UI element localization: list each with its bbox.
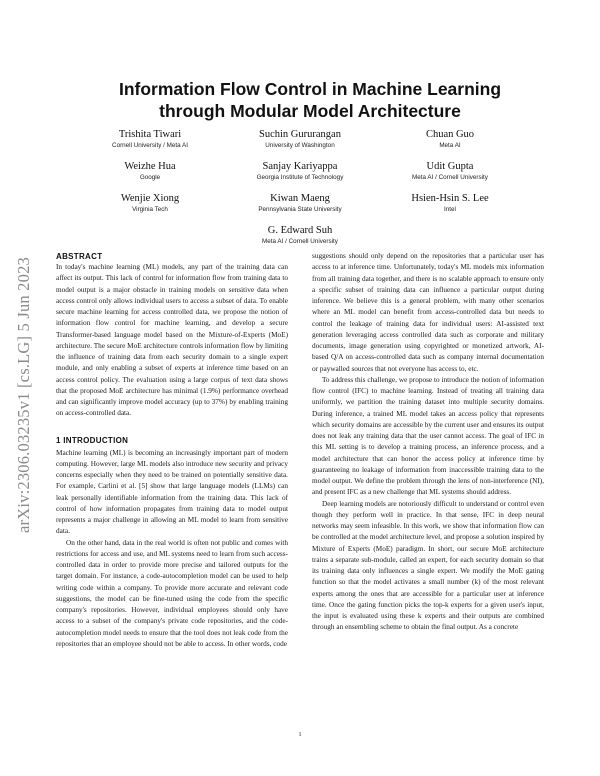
author-name: Kiwan Maeng (270, 193, 330, 204)
author-block (350, 128, 550, 150)
author-block (350, 160, 550, 182)
author-name: Hsien-Hsin S. Lee (411, 193, 489, 204)
abstract-text: In today's machine learning (ML) models, any part of the training data can affect its output. This lack of control for information flow from training data to model output is a major obstacle in training models on sensitive data when access control only allows individual users to access a subset of data. To enable secure machine learning for access controlled data, we propose the notion of information flow control for machine learning, and develop a secure Transformer-based language model based on the Mixture-of-Experts (MoE) architecture. The secure MoE architecture controls information flow by limiting the influence of training data from each security domain to a single expert module, and only enabling a subset of experts at inference time based on an access control policy. The evaluation using a large corpus of text data shows that the proposed MoE architecture has minimal (1.9%) performance overhead and can significantly improve model accuracy (up to 37%) by enabling training on access-controlled data. (56, 263, 288, 418)
title-line-2: through Modular Model Architecture (159, 101, 461, 121)
author-affiliation: Intel (444, 206, 456, 213)
paper-title (60, 78, 560, 122)
abstract-heading: ABSTRACT (56, 252, 103, 261)
intro-paragraph: Machine learning (ML) is becoming an increasingly important part of modern computing. However, large ML models also introduce new security and privacy concerns especially when they need to be trained on potentially sensitive data. For example, Carlini et al. [5] show that large language models (LLMs) can leak personally identifiable information from the training data. This lack of control of how information propagates from training data to model output represents a major challenge in allowing an ML model to learn from sensitive data. (56, 448, 288, 536)
introduction-heading: 1 INTRODUCTION (56, 435, 129, 445)
intro-paragraph: On the other hand, data in the real world is often not public and comes with restrictions for access and use, and ML systems need to learn from such access-controlled data in order to provide more precise and tailored outputs for the target domain. For instance, a code-autocompletion model can be used to help writing code within a company. To provide more accurate and relevant code suggestions, the model can be fine-tuned using the code from the specific company's repositories. However, individual employees should only have access to a subset of the company's private code repositories, and the code-autocompletion model needs to ensure that the tool does not leak code from the repositories that an employee should not be able to access. In other words, code (56, 538, 288, 648)
right-column (312, 251, 544, 634)
author-name: Chuan Guo (425, 129, 475, 140)
author-block (200, 224, 400, 246)
author-name: Suchin Gururangan (259, 129, 341, 140)
title-line-1: Information Flow Control in Machine Learning (118, 79, 502, 99)
author-affiliation: Georgia Institute of Technology (256, 174, 344, 181)
author-affiliation: Pennsylvania State University (258, 206, 342, 213)
author-name: Wenjie Xiong (120, 193, 180, 204)
author-name: Trishita Tiwari (118, 129, 182, 140)
page-number: 1 (298, 731, 302, 738)
author-affiliation: Meta AI / Cornell University (262, 238, 338, 245)
author-affiliation: Meta AI / Cornell University (412, 174, 488, 181)
author-name: Udit Gupta (426, 161, 474, 172)
arxiv-stamp (10, 210, 38, 580)
body-paragraph: Deep learning models are notoriously difficult to understand or control even though they perform well in practice. In that sense, IFC in deep neural networks may seem infeasible. In this work, we show that information flow can be controlled at the model architecture level, and propose a solution inspired by Mixture of Experts (MoE) paradigm. In short, our secure MoE architecture trains a separate sub-module, called an expert, for each security domain so that its training data only influences a single expert. We modify the MoE gating function so that the model activates a small number (k) of the most relevant experts among the ones that are accessible for a particular user at inference time. Once the gating function picks the top-k experts for a given user's input, the input is evaluated using these k experts and their outputs are combined through an ensembling scheme to obtain the final output. As a concrete (312, 499, 544, 632)
body-paragraph: To address this challenge, we propose to introduce the notion of information flow control (IFC) to machine learning. Instead of treating all training data uniformly, we partition the training dataset into multiple security domains. During inference, a trained ML model takes an access policy that represents which security domains are accessible by the current user and ensures its output does not leak any training data that the user cannot access. The goal of IFC in this ML setting is to develop a training process, an inference process, and a model architecture that can honor the access policy at inference time by guaranteeing no leakage of information from inaccessible training data to the model output. We define the problem through the lens of non-interference (NI), and present IFC as a new challenge that ML systems should address. (312, 375, 544, 497)
left-column (56, 251, 288, 650)
author-block (350, 192, 550, 214)
author-name: G. Edward Suh (267, 225, 333, 236)
body-paragraph: suggestions should only depend on the repositories that a particular user has access to at inference time. Unfortunately, today's ML models mix information from all training data together, and there is no scalable approach to ensure only a specific subset of training data can influence a particular output during inference. We believe this is a general problem, with many other scenarios where an ML model can benefit from access-controlled data but needs to control the leakage of training data for individual users: AI-assisted text generation leveraging access controlled data such as corporate and military documents, image generation using copyrighted or monetized artwork, AI-based Q/A on access-controlled data such as company internal documentation or paywalled sources that not everyone has access to, etc. (312, 252, 544, 373)
arxiv-stamp-text: arXiv:2306.03235v1 [cs.LG] 5 Jun 2023 (14, 257, 34, 533)
author-name: Weizhe Hua (124, 161, 176, 172)
author-affiliation: Meta AI (439, 142, 461, 149)
author-name: Sanjay Kariyappa (262, 161, 338, 172)
author-affiliation: Virginia Tech (132, 206, 168, 213)
author-affiliation: Cornell University / Meta AI (112, 142, 188, 149)
author-affiliation: University of Washington (265, 142, 335, 149)
author-affiliation: Google (139, 174, 161, 181)
